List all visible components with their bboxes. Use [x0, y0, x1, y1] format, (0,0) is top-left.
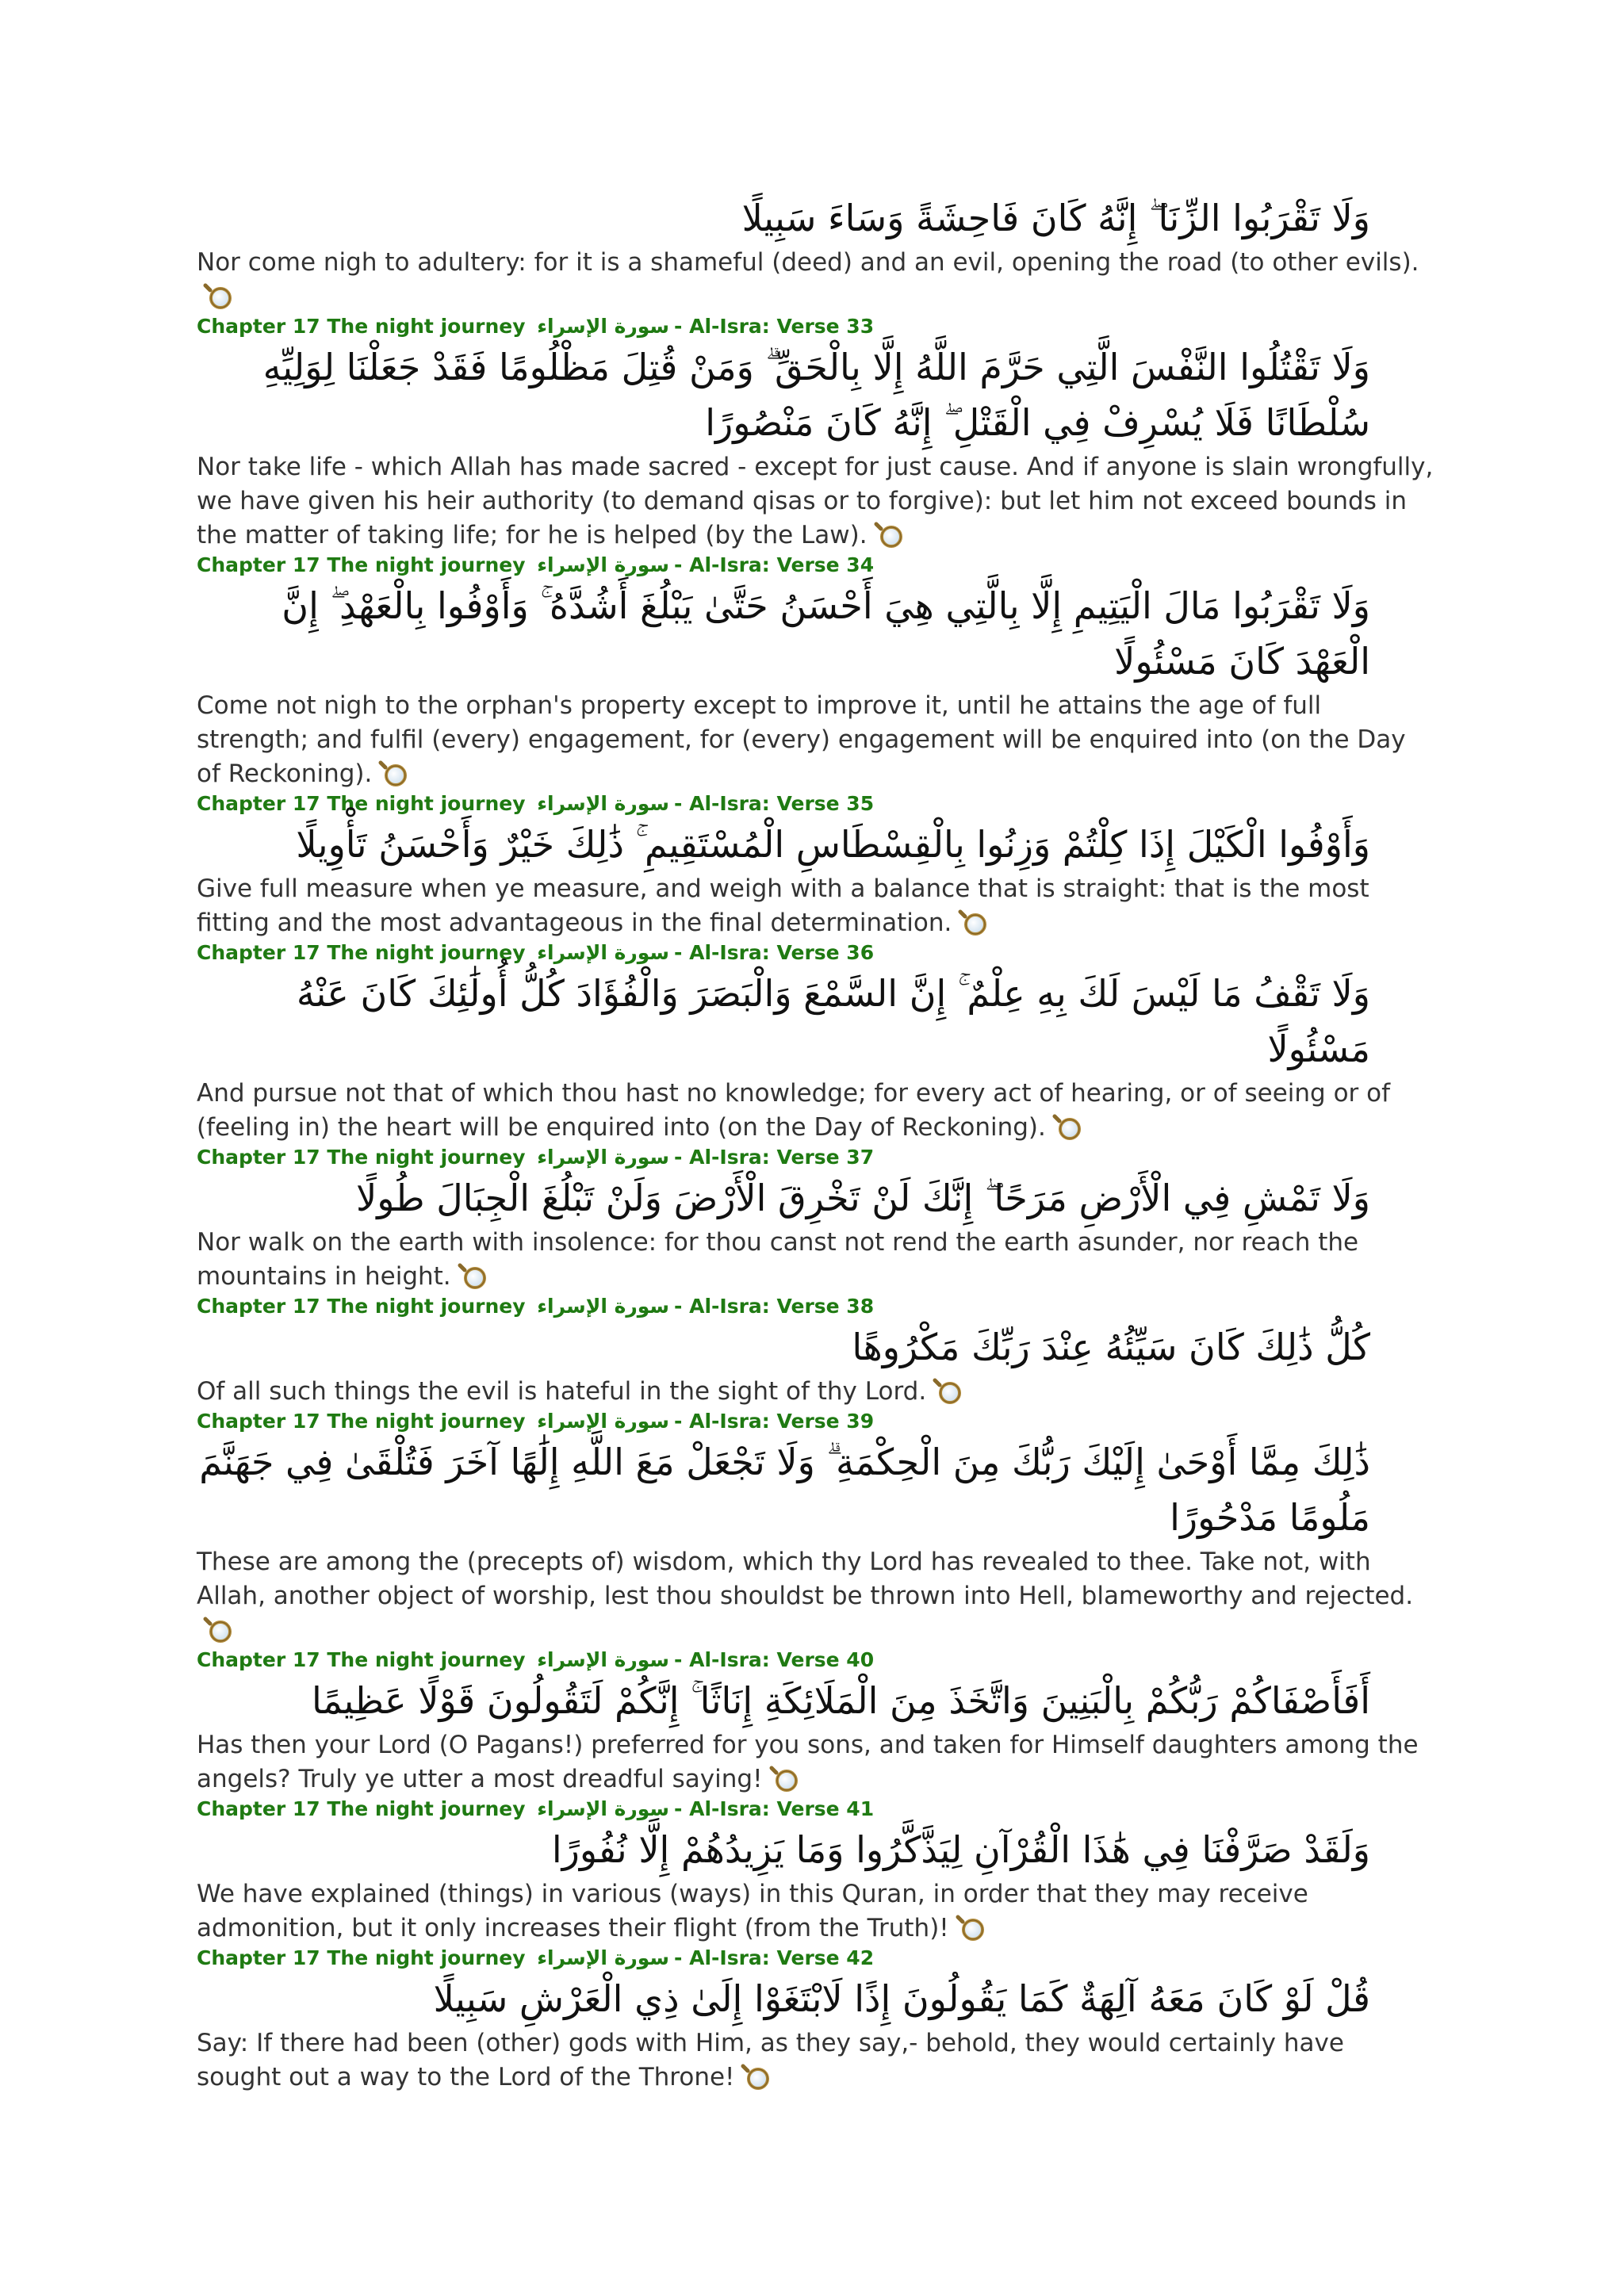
arabic-verse-text: وَلَا تَقْتُلُوا النَّفْسَ الَّتِي حَرَّمَ اللَّهُ إِلَّا بِالْحَقِّ ۗ وَمَنْ قُتِلَ مَظْلُومًا فَقَدْ جَعَلْنَا لِوَلِيِّهِ سُلْطَانًا فَلَا يُسْرِفْ فِي الْقَتْلِ ۖ إِنَّهُ كَانَ مَنْصُورًا [262, 346, 1370, 444]
surah-arabic-name: سورة الإسراء [537, 1146, 670, 1169]
surah-verse-label: Al-Isra: Verse 37 [689, 1146, 875, 1169]
arabic-verse-text: وَأَوْفُوا الْكَيْلَ إِذَا كِلْتُمْ وَزِنُوا بِالْقِسْطَاسِ الْمُسْتَقِيمِ ۚ ذَٰلِكَ خَيْرٌ وَأَحْسَنُ تَأْوِيلًا [296, 823, 1370, 866]
magnifier-icon[interactable] [958, 909, 990, 937]
surah-arabic-name: سورة الإسراء [537, 1410, 670, 1433]
verse-translation [197, 1877, 1434, 1946]
translation-text: Nor walk on the earth with insolence: for thou canst not rend the earth asunder, nor reach the mountains in height. [197, 1228, 1359, 1291]
verse-header [197, 1294, 1434, 1319]
verse-block-9 [197, 1647, 1434, 1797]
arabic-verse-text: ذَٰلِكَ مِمَّا أَوْحَىٰ إِلَيْكَ رَبُّكَ مِنَ الْحِكْمَةِ ۗ وَلَا تَجْعَلْ مَعَ اللَّهِ إِلَٰهًا آخَرَ فَتُلْقَىٰ فِي جَهَنَّمَ مَلُومًا مَدْحُورًا [199, 1441, 1370, 1539]
magnifier-icon[interactable] [741, 2063, 772, 2091]
verse-page [197, 190, 1434, 2095]
magnifier-icon[interactable] [956, 1914, 987, 1942]
verse-header [197, 1409, 1434, 1434]
header-dash: - [674, 792, 683, 815]
verse-translation [197, 1545, 1434, 1647]
surah-arabic-name: سورة الإسراء [537, 1946, 670, 1969]
verse-block-3 [197, 553, 1434, 791]
verse-translation [197, 1226, 1434, 1294]
magnifier-icon[interactable] [769, 1765, 801, 1793]
arabic-verse-text: وَلَا تَقْفُ مَا لَيْسَ لَكَ بِهِ عِلْمٌ ۚ إِنَّ السَّمْعَ وَالْبَصَرَ وَالْفُؤَادَ كُلُّ أُولَٰئِكَ كَانَ عَنْهُ مَسْئُولًا [296, 972, 1370, 1070]
chapter-title: Chapter 17 The night journey [197, 1410, 526, 1433]
surah-verse-label: Al-Isra: Verse 35 [689, 792, 875, 815]
verse-translation [197, 450, 1434, 553]
verse-translation [197, 1375, 1434, 1409]
translation-text: These are among the (precepts of) wisdom, which thy Lord has revealed to thee. Take not, with Allah, another object of worship, lest thou shouldst be thrown into Hell, blameworthy and rejected. [197, 1548, 1414, 1610]
header-dash: - [674, 315, 683, 338]
arabic-verse-text: وَلَا تَقْرَبُوا مَالَ الْيَتِيمِ إِلَّا بِالَّتِي هِيَ أَحْسَنُ حَتَّىٰ يَبْلُغَ أَشُدَّهُ ۚ وَأَوْفُوا بِالْعَهْدِ ۖ إِنَّ الْعَهْدَ كَانَ مَسْئُولًا [282, 584, 1370, 683]
verse-block-7 [197, 1294, 1434, 1409]
arabic-verse-text: أَفَأَصْفَاكُمْ رَبُّكُمْ بِالْبَنِينَ وَاتَّخَذَ مِنَ الْمَلَائِكَةِ إِنَاثًا ۚ إِنَّكُمْ لَتَقُولُونَ قَوْلًا عَظِيمًا [311, 1679, 1370, 1722]
verse-translation [197, 872, 1434, 940]
verse-translation [197, 246, 1434, 314]
translation-text: Say: If there had been (other) gods with Him, as they say,- behold, they would certainly have sought out a way to the Lord of the Throne! [197, 2029, 1344, 2091]
arabic-verse-text: قُلْ لَوْ كَانَ مَعَهُ آلِهَةٌ كَمَا يَقُولُونَ إِذًا لَابْتَغَوْا إِلَىٰ ذِي الْعَرْشِ سَبِيلًا [433, 1977, 1370, 2020]
magnifier-icon[interactable] [933, 1377, 964, 1406]
translation-text: Of all such things the evil is hateful in the sight of thy Lord. [197, 1377, 927, 1406]
verse-translation [197, 1728, 1434, 1797]
magnifier-icon[interactable] [458, 1262, 489, 1291]
verse-translation [197, 1077, 1434, 1145]
surah-arabic-name: سورة الإسراء [537, 792, 670, 815]
translation-text: Has then your Lord (O Pagans!) preferred for you sons, and taken for Himself daughters among the angels? Truly ye utter a most dreadful saying! [197, 1731, 1419, 1793]
surah-verse-label: Al-Isra: Verse 40 [689, 1648, 875, 1671]
verse-translation [197, 689, 1434, 791]
surah-verse-label: Al-Isra: Verse 34 [689, 553, 875, 576]
verse-header [197, 553, 1434, 578]
chapter-title: Chapter 17 The night journey [197, 1146, 526, 1169]
chapter-title: Chapter 17 The night journey [197, 792, 526, 815]
header-dash: - [674, 1410, 683, 1433]
verse-header [197, 1145, 1434, 1170]
arabic-verse-text: كُلُّ ذَٰلِكَ كَانَ سَيِّئُهُ عِنْدَ رَبِّكَ مَكْرُوهًا [852, 1326, 1370, 1368]
surah-verse-label: Al-Isra: Verse 36 [689, 941, 875, 964]
header-dash: - [674, 1946, 683, 1969]
translation-text: Come not nigh to the orphan's property except to improve it, until he attains the age of full strength; and fulfil (every) engagement, for (every) engagement will be enquired into (on the Day of Reckoning). [197, 691, 1406, 788]
header-dash: - [674, 1295, 683, 1318]
verse-header [197, 1797, 1434, 1822]
magnifier-icon[interactable] [1052, 1113, 1084, 1142]
verse-header [197, 1946, 1434, 1971]
header-dash: - [674, 1146, 683, 1169]
arabic-verse-text: وَلَا تَقْرَبُوا الزِّنَا ۖ إِنَّهُ كَانَ فَاحِشَةً وَسَاءَ سَبِيلًا [741, 197, 1370, 239]
magnifier-icon[interactable] [203, 282, 235, 311]
chapter-title: Chapter 17 The night journey [197, 1295, 526, 1318]
surah-arabic-name: سورة الإسراء [537, 1295, 670, 1318]
header-dash: - [674, 1648, 683, 1671]
verse-block-1 [197, 190, 1434, 314]
surah-arabic-name: سورة الإسراء [537, 941, 670, 964]
chapter-title: Chapter 17 The night journey [197, 553, 526, 576]
chapter-title: Chapter 17 The night journey [197, 1648, 526, 1671]
surah-verse-label: Al-Isra: Verse 39 [689, 1410, 875, 1433]
verse-block-5 [197, 940, 1434, 1145]
translation-text: Nor take life - which Allah has made sacred - except for just cause. And if anyone is slain wrongfully, we have given his heir authority (to demand qisas or to forgive): but let him not exceed bounds in the matter of taking life; for he is helped (by the Law). [197, 453, 1434, 549]
chapter-title: Chapter 17 The night journey [197, 941, 526, 964]
magnifier-icon[interactable] [874, 521, 906, 549]
translation-text: Give full measure when ye measure, and weigh with a balance that is straight: that is the most fitting and the most advantageous in the final determination. [197, 874, 1369, 937]
chapter-title: Chapter 17 The night journey [197, 315, 526, 338]
verse-block-4 [197, 791, 1434, 940]
header-dash: - [674, 553, 683, 576]
verse-block-2 [197, 314, 1434, 553]
surah-arabic-name: سورة الإسراء [537, 1797, 670, 1820]
chapter-title: Chapter 17 The night journey [197, 1797, 526, 1820]
arabic-verse-text: وَلَقَدْ صَرَّفْنَا فِي هَٰذَا الْقُرْآنِ لِيَذَّكَّرُوا وَمَا يَزِيدُهُمْ إِلَّا نُفُورًا [551, 1828, 1370, 1871]
magnifier-icon[interactable] [378, 760, 410, 788]
surah-verse-label: Al-Isra: Verse 33 [689, 315, 875, 338]
verse-translation [197, 2026, 1434, 2095]
verse-header [197, 1647, 1434, 1673]
verse-block-11 [197, 1946, 1434, 2095]
surah-arabic-name: سورة الإسراء [537, 315, 670, 338]
surah-verse-label: Al-Isra: Verse 42 [689, 1946, 875, 1969]
surah-arabic-name: سورة الإسراء [537, 1648, 670, 1671]
verse-header [197, 791, 1434, 817]
verse-block-8 [197, 1409, 1434, 1647]
verse-header [197, 314, 1434, 339]
surah-verse-label: Al-Isra: Verse 38 [689, 1295, 875, 1318]
chapter-title: Chapter 17 The night journey [197, 1946, 526, 1969]
surah-arabic-name: سورة الإسراء [537, 553, 670, 576]
arabic-verse-text: وَلَا تَمْشِ فِي الْأَرْضِ مَرَحًا ۖ إِنَّكَ لَنْ تَخْرِقَ الْأَرْضَ وَلَنْ تَبْلُغَ الْجِبَالَ طُولًا [356, 1177, 1370, 1219]
surah-verse-label: Al-Isra: Verse 41 [689, 1797, 875, 1820]
translation-text: And pursue not that of which thou hast no knowledge; for every act of hearing, or of seeing or of (feeling in) the heart will be enquired into (on the Day of Reckoning). [197, 1079, 1391, 1142]
verse-header [197, 940, 1434, 966]
translation-text: Nor come nigh to adultery: for it is a shameful (deed) and an evil, opening the road (to other evils). [197, 248, 1419, 277]
verse-block-6 [197, 1145, 1434, 1294]
magnifier-icon[interactable] [203, 1616, 235, 1644]
header-dash: - [674, 1797, 683, 1820]
translation-text: We have explained (things) in various (ways) in this Quran, in order that they may receive admonition, but it only increases their flight (from the Truth)! [197, 1880, 1308, 1942]
verse-block-10 [197, 1797, 1434, 1946]
header-dash: - [674, 941, 683, 964]
